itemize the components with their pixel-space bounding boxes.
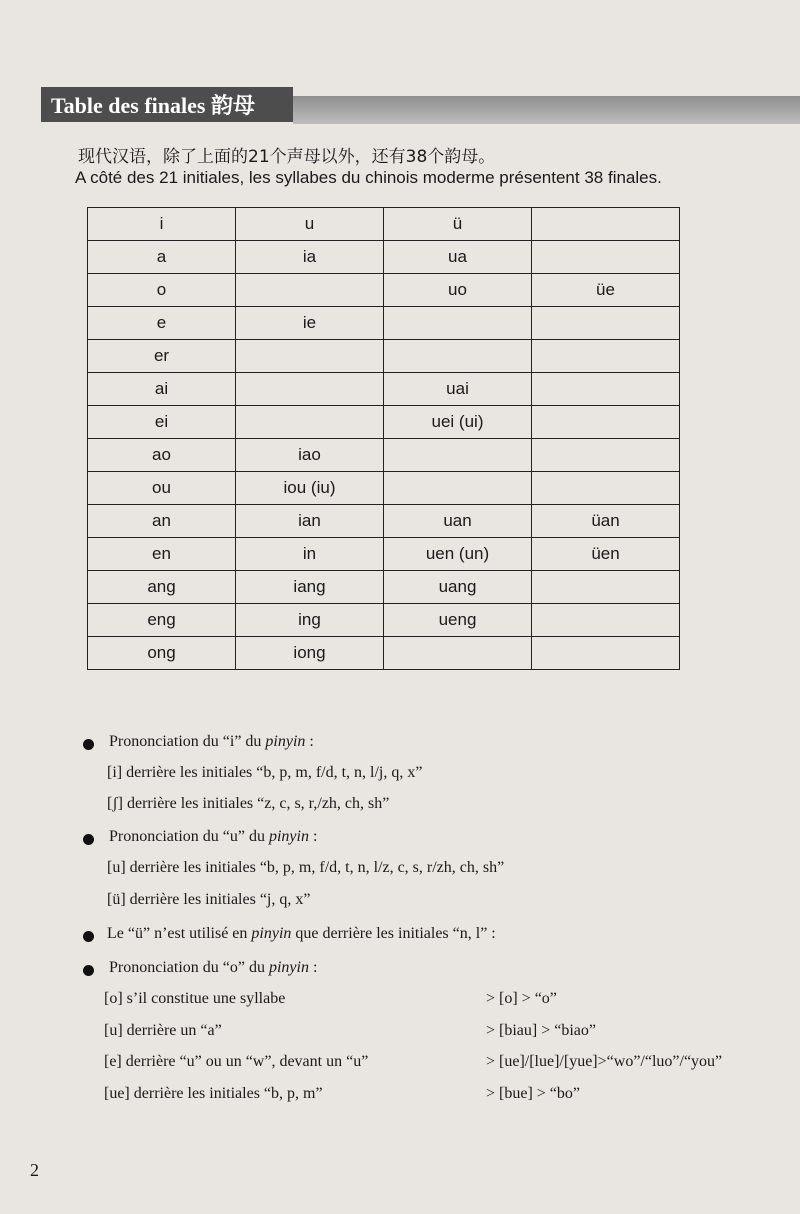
bullet-dot (83, 965, 94, 976)
table-cell: en (88, 538, 236, 571)
note-text-end: que derrière les initiales “n, l” : (291, 925, 496, 942)
table-cell: ing (236, 604, 384, 637)
table-cell (532, 571, 680, 604)
table-cell (532, 373, 680, 406)
table-cell (532, 439, 680, 472)
u-pronunciation-heading (109, 828, 317, 846)
table-cell: uang (384, 571, 532, 604)
bullet-dot (83, 834, 94, 845)
table-cell: uo (384, 274, 532, 307)
table-cell (236, 373, 384, 406)
table-cell: iang (236, 571, 384, 604)
table-cell: uei (ui) (384, 406, 532, 439)
table-cell (532, 472, 680, 505)
table-cell: ao (88, 439, 236, 472)
table-cell: an (88, 505, 236, 538)
table-cell: eng (88, 604, 236, 637)
table-cell (384, 307, 532, 340)
table-row (88, 406, 680, 439)
table-row (88, 439, 680, 472)
table-cell: i (88, 208, 236, 241)
pinyin-word: pinyin (268, 828, 309, 845)
u-umlaut-note (107, 925, 496, 943)
table-cell: iong (236, 637, 384, 670)
table-cell (384, 340, 532, 373)
bullet-dot (83, 931, 94, 942)
table-row (88, 472, 680, 505)
table-row (88, 241, 680, 274)
o-rule-left: [e] derrière “u” ou un “w”, devant un “u” (104, 1053, 369, 1070)
heading-text: Prononciation du “u” du (109, 828, 269, 845)
table-row (88, 307, 680, 340)
o-rule-right: > [bue] > “bo” (486, 1085, 581, 1102)
table-cell: ian (236, 505, 384, 538)
table-cell: a (88, 241, 236, 274)
table-cell: iao (236, 439, 384, 472)
table-row (88, 604, 680, 637)
table-cell: o (88, 274, 236, 307)
u-rule-line-2: [ü] derrière les initiales “j, q, x” (107, 891, 311, 908)
heading-colon: : (308, 828, 318, 845)
o-rule-left: [u] derrière un “a” (104, 1022, 222, 1039)
o-pronunciation-heading (109, 959, 317, 977)
table-row (88, 274, 680, 307)
o-rule-right: > [o] > “o” (486, 990, 557, 1007)
o-rule-right: > [ue]/[lue]/[yue]>“wo”/“luo”/“you” (486, 1053, 723, 1070)
heading-text: Prononciation du “i” du (109, 733, 266, 750)
table-cell (532, 637, 680, 670)
table-cell: er (88, 340, 236, 373)
section-title: Table des finales 韵母 (41, 87, 293, 122)
i-rule-line-1: [i] derrière les initiales “b, p, m, f/d, t, n, l/j, q, x” (107, 764, 423, 781)
table-cell: e (88, 307, 236, 340)
pinyin-word: pinyin (265, 733, 306, 750)
table-cell (384, 439, 532, 472)
o-rule-left: [o] s’il constitue une syllabe (104, 990, 286, 1007)
table-cell: ai (88, 373, 236, 406)
table-cell: uai (384, 373, 532, 406)
table-row (88, 340, 680, 373)
table-cell: uan (384, 505, 532, 538)
table-cell: ia (236, 241, 384, 274)
table-cell (384, 637, 532, 670)
table-cell: ü (384, 208, 532, 241)
u-rule-line-1: [u] derrière les initiales “b, p, m, f/d, t, n, l/z, c, s, r/zh, ch, sh” (107, 859, 505, 876)
o-rule-left: [ue] derrière les initiales “b, p, m” (104, 1085, 323, 1102)
table-cell: in (236, 538, 384, 571)
table-cell: üe (532, 274, 680, 307)
intro-french: A côté des 21 initiales, les syllabes du chinois moderme présentent 38 finales. (75, 168, 662, 187)
intro-chinese: 现代汉语，除了上面的21个声母以外，还有38个韵母。 (78, 147, 496, 167)
table-cell: üan (532, 505, 680, 538)
table-cell: üen (532, 538, 680, 571)
pinyin-word: pinyin (268, 959, 309, 976)
table-row (88, 505, 680, 538)
table-cell (236, 340, 384, 373)
table-cell (532, 604, 680, 637)
heading-text: Prononciation du “o” du (109, 959, 269, 976)
note-text: Le “ü” n’est utilisé en (107, 925, 252, 942)
heading-colon: : (305, 733, 314, 750)
table-cell (532, 340, 680, 373)
table-cell: ei (88, 406, 236, 439)
table-cell (384, 472, 532, 505)
table-row (88, 571, 680, 604)
i-rule-line-2: [ʃ] derrière les initiales “z, c, s, r,/zh, ch, sh” (107, 795, 390, 812)
table-cell: ong (88, 637, 236, 670)
table-cell: ueng (384, 604, 532, 637)
table-row (88, 637, 680, 670)
table-cell: ua (384, 241, 532, 274)
finals-table (87, 207, 680, 670)
title-band (293, 96, 800, 124)
table-cell (532, 307, 680, 340)
o-rule-right: > [biau] > “biao” (486, 1022, 596, 1039)
table-row (88, 538, 680, 571)
bullet-dot (83, 739, 94, 750)
table-cell (532, 406, 680, 439)
table-row (88, 208, 680, 241)
table-cell: ie (236, 307, 384, 340)
table-cell (236, 274, 384, 307)
table-cell: iou (iu) (236, 472, 384, 505)
table-row (88, 373, 680, 406)
table-cell: ou (88, 472, 236, 505)
table-cell (532, 208, 680, 241)
heading-colon: : (308, 959, 318, 976)
table-cell: ang (88, 571, 236, 604)
pinyin-word: pinyin (251, 925, 292, 942)
page-number: 2 (30, 1160, 39, 1180)
table-cell (236, 406, 384, 439)
table-cell (532, 241, 680, 274)
table-cell: u (236, 208, 384, 241)
table-cell: uen (un) (384, 538, 532, 571)
i-pronunciation-heading (109, 733, 314, 751)
